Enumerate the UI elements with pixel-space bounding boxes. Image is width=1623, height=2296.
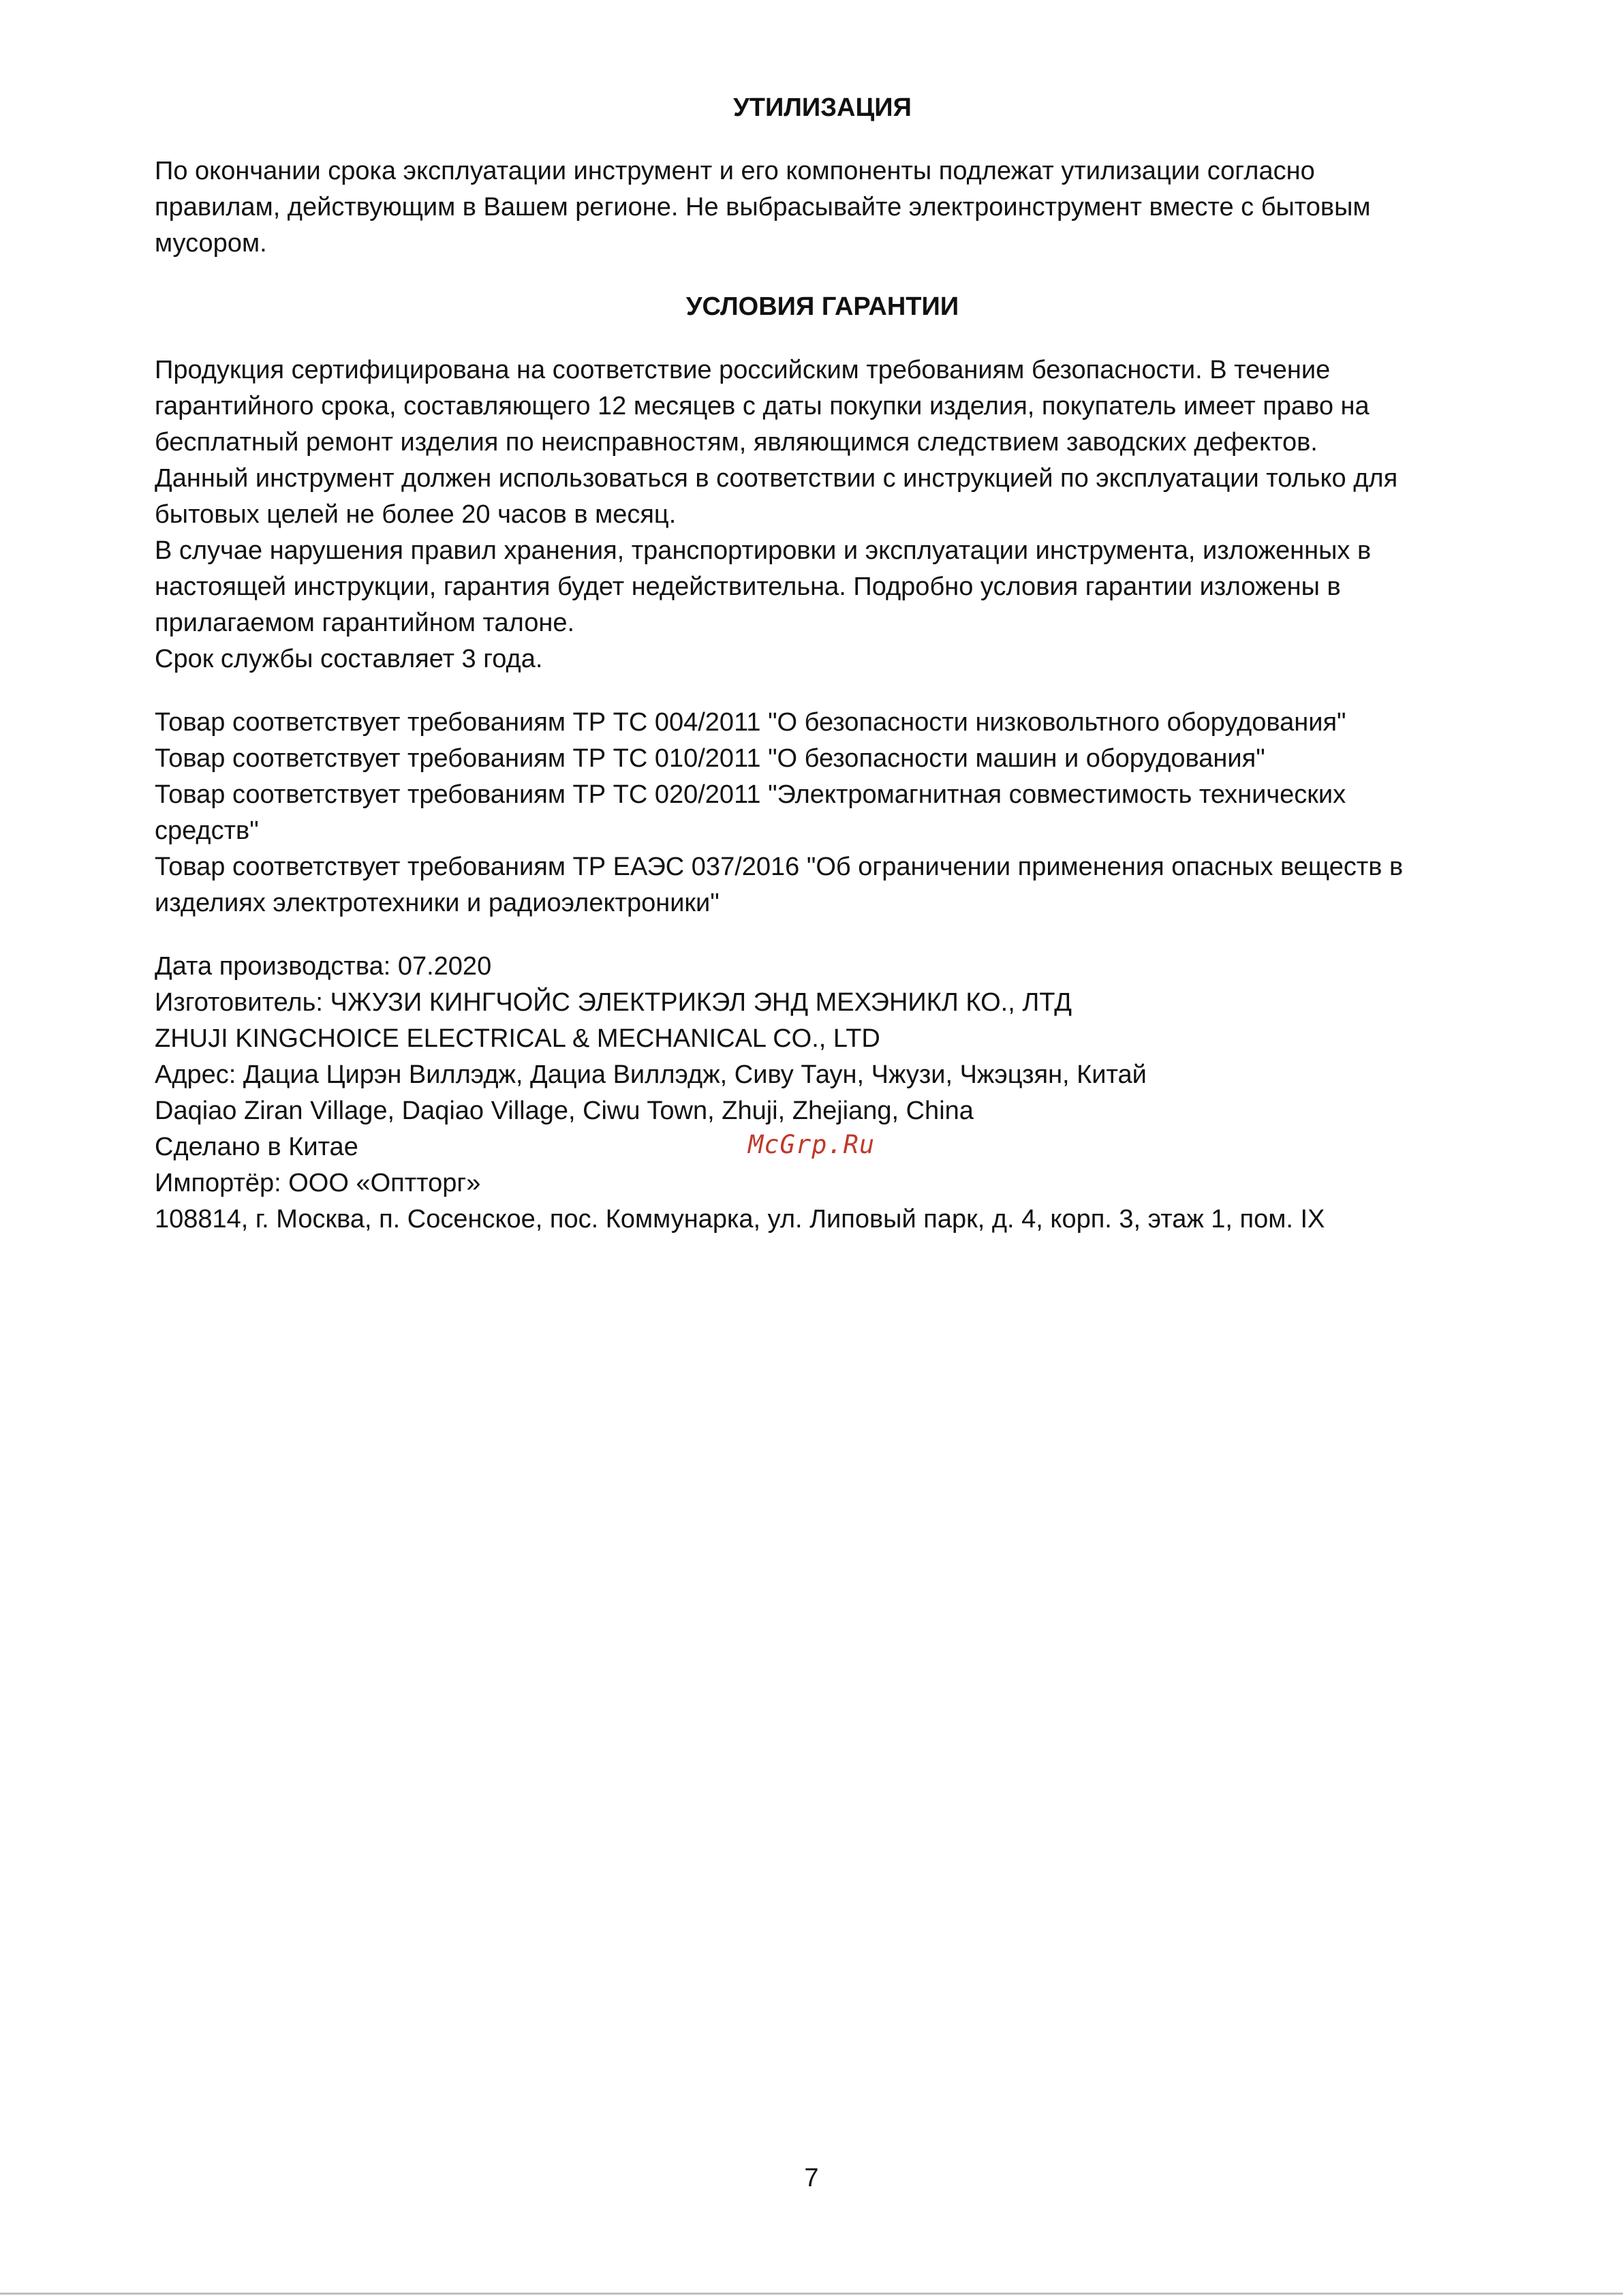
importer-address: 108814, г. Москва, п. Сосенское, пос. Коммунарка, ул. Липовый парк, д. 4, корп. 3, этаж 1, пом. IX xyxy=(155,1205,1325,1234)
warranty-line: настоящей инструкции, гарантия будет недействительна. Подробно условия гарантии изложены в xyxy=(155,572,1341,601)
compliance-line: средств" xyxy=(155,816,259,845)
manufacturer-name-en: ZHUJI KINGCHOICE ELECTRICAL & MECHANICAL CO., LTD xyxy=(155,1024,880,1053)
warranty-line: гарантийного срока, составляющего 12 месяцев с даты покупки изделия, покупатель имеет право на xyxy=(155,392,1370,420)
warranty-heading: УСЛОВИЯ ГАРАНТИИ xyxy=(685,292,959,321)
manufacturer-name-ru: Изготовитель: ЧЖУЗИ КИНГЧОЙС ЭЛЕКТРИКЭЛ ЭНД МЕХЭНИКЛ КО., ЛТД xyxy=(155,988,1072,1017)
disposal-line: По окончании срока эксплуатации инструмент и его компоненты подлежат утилизации согласно xyxy=(155,157,1315,185)
compliance-line: Товар соответствует требованиям ТР ТС 010/2011 "О безопасности машин и оборудования" xyxy=(155,744,1265,773)
manufacturer-address-en: Daqiao Ziran Village, Daqiao Village, Ciwu Town, Zhuji, Zhejiang, China xyxy=(155,1097,974,1125)
warranty-line: Продукция сертифицирована на соответствие российским требованиям безопасности. В течение xyxy=(155,356,1331,384)
production-date: Дата производства: 07.2020 xyxy=(155,952,492,981)
warranty-line: бесплатный ремонт изделия по неисправностям, являющимся следствием заводских дефектов. xyxy=(155,428,1318,457)
manufacturer-info xyxy=(155,949,1490,1238)
disposal-heading: УТИЛИЗАЦИЯ xyxy=(733,93,912,122)
manufacturer-address-ru: Адрес: Дациа Цирэн Виллэдж, Дациа Виллэдж, Сиву Таун, Чжузи, Чжэцзян, Китай xyxy=(155,1060,1147,1089)
compliance-line: Товар соответствует требованиям ТР ТС 004/2011 "О безопасности низковольтного оборудования" xyxy=(155,708,1346,737)
warranty-line: В случае нарушения правил хранения, транспортировки и эксплуатации инструмента, изложенных в xyxy=(155,536,1372,565)
page-bottom-rule xyxy=(0,2293,1623,2295)
page-number: 7 xyxy=(804,2164,819,2192)
compliance-line: Товар соответствует требованиям ТР ТС 020/2011 "Электромагнитная совместимость технических xyxy=(155,780,1346,809)
page-content xyxy=(155,90,1490,1238)
compliance-paragraph xyxy=(155,705,1490,921)
service-life-line: Срок службы составляет 3 года. xyxy=(155,645,543,673)
warranty-line: прилагаемом гарантийном талоне. xyxy=(155,609,575,637)
watermark-text: McGrp.Ru xyxy=(748,1130,876,1159)
disposal-line: мусором. xyxy=(155,229,267,258)
compliance-line: изделиях электротехники и радиоэлектроники" xyxy=(155,889,720,917)
disposal-paragraph xyxy=(155,153,1490,262)
importer: Импортёр: ООО «Оптторг» xyxy=(155,1169,481,1197)
warranty-paragraph xyxy=(155,352,1490,677)
disposal-line: правилам, действующим в Вашем регионе. Не выбрасывайте электроинструмент вместе с бытовым xyxy=(155,193,1371,221)
compliance-line: Товар соответствует требованиям ТР ЕАЭС 037/2016 "Об ограничении применения опасных веществ в xyxy=(155,853,1404,881)
warranty-line: Данный инструмент должен использоваться в соответствии с инструкцией по эксплуатации только для xyxy=(155,464,1398,493)
warranty-line: бытовых целей не более 20 часов в месяц. xyxy=(155,500,677,529)
made-in: Сделано в Китае xyxy=(155,1133,358,1161)
